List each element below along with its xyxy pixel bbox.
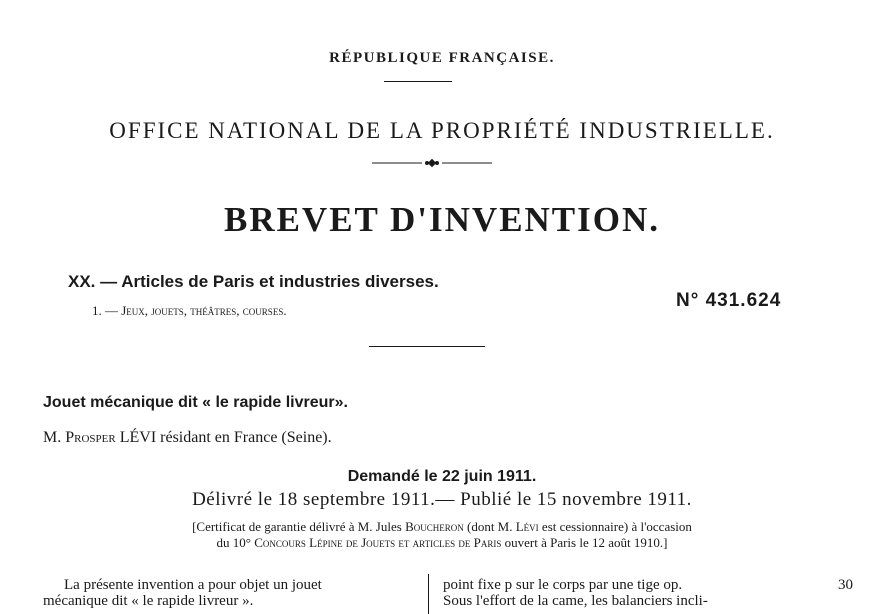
republic-heading: RÉPUBLIQUE FRANÇAISE. xyxy=(329,50,555,66)
subgroup-prefix: 1. — xyxy=(92,303,122,318)
body-right-line-2: Sous l'effort de la came, les balanciers incli- xyxy=(443,593,708,609)
inventor-rest: LÉVI résidant en France (Seine). xyxy=(115,429,332,446)
margin-line-number: 30 xyxy=(838,577,853,593)
delivery-publication-dates: Délivré le 18 septembre 1911.— Publié le 15 novembre 1911. xyxy=(192,489,692,510)
filing-date: Demandé le 22 juin 1911. xyxy=(347,468,537,485)
certificate-note xyxy=(0,519,884,551)
classification-subgroup xyxy=(92,303,287,319)
certificate-line-1: [Certificat de garantie délivré à M. Jules Boucheron (dont M. Lévi est cessionnaire) à l'occasion xyxy=(192,519,692,534)
patent-number: N° 431.624 xyxy=(676,290,782,311)
document-type-title: BREVET D'INVENTION. xyxy=(223,200,661,239)
body-left-line-1: La présente invention a pour objet un jouet xyxy=(64,577,322,593)
divider-2 xyxy=(369,346,485,347)
inventor-line xyxy=(43,429,332,447)
body-left-line-2: mécanique dit « le rapide livreur ». xyxy=(43,593,254,609)
invention-title: Jouet mécanique dit « le rapide livreur». xyxy=(43,394,348,411)
column-divider xyxy=(428,574,429,614)
classification-group: XX. — Articles de Paris et industries diverses. xyxy=(68,272,439,291)
inventor-first-name: Prosper xyxy=(65,429,116,446)
ornament-divider xyxy=(372,155,492,165)
certificate-line-2: du 10° Concours Lépine de Jouets et articles de Paris ouvert à Paris le 12 août 1910.] xyxy=(216,535,668,550)
office-heading: OFFICE NATIONAL DE LA PROPRIÉTÉ INDUSTRIELLE. xyxy=(109,118,775,143)
body-right-line-1: point fixe p sur le corps par une tige op. xyxy=(443,577,683,593)
divider-1 xyxy=(384,81,452,82)
inventor-prefix: M. xyxy=(43,429,66,446)
subgroup-text: Jeux, jouets, théâtres, courses. xyxy=(121,303,287,318)
